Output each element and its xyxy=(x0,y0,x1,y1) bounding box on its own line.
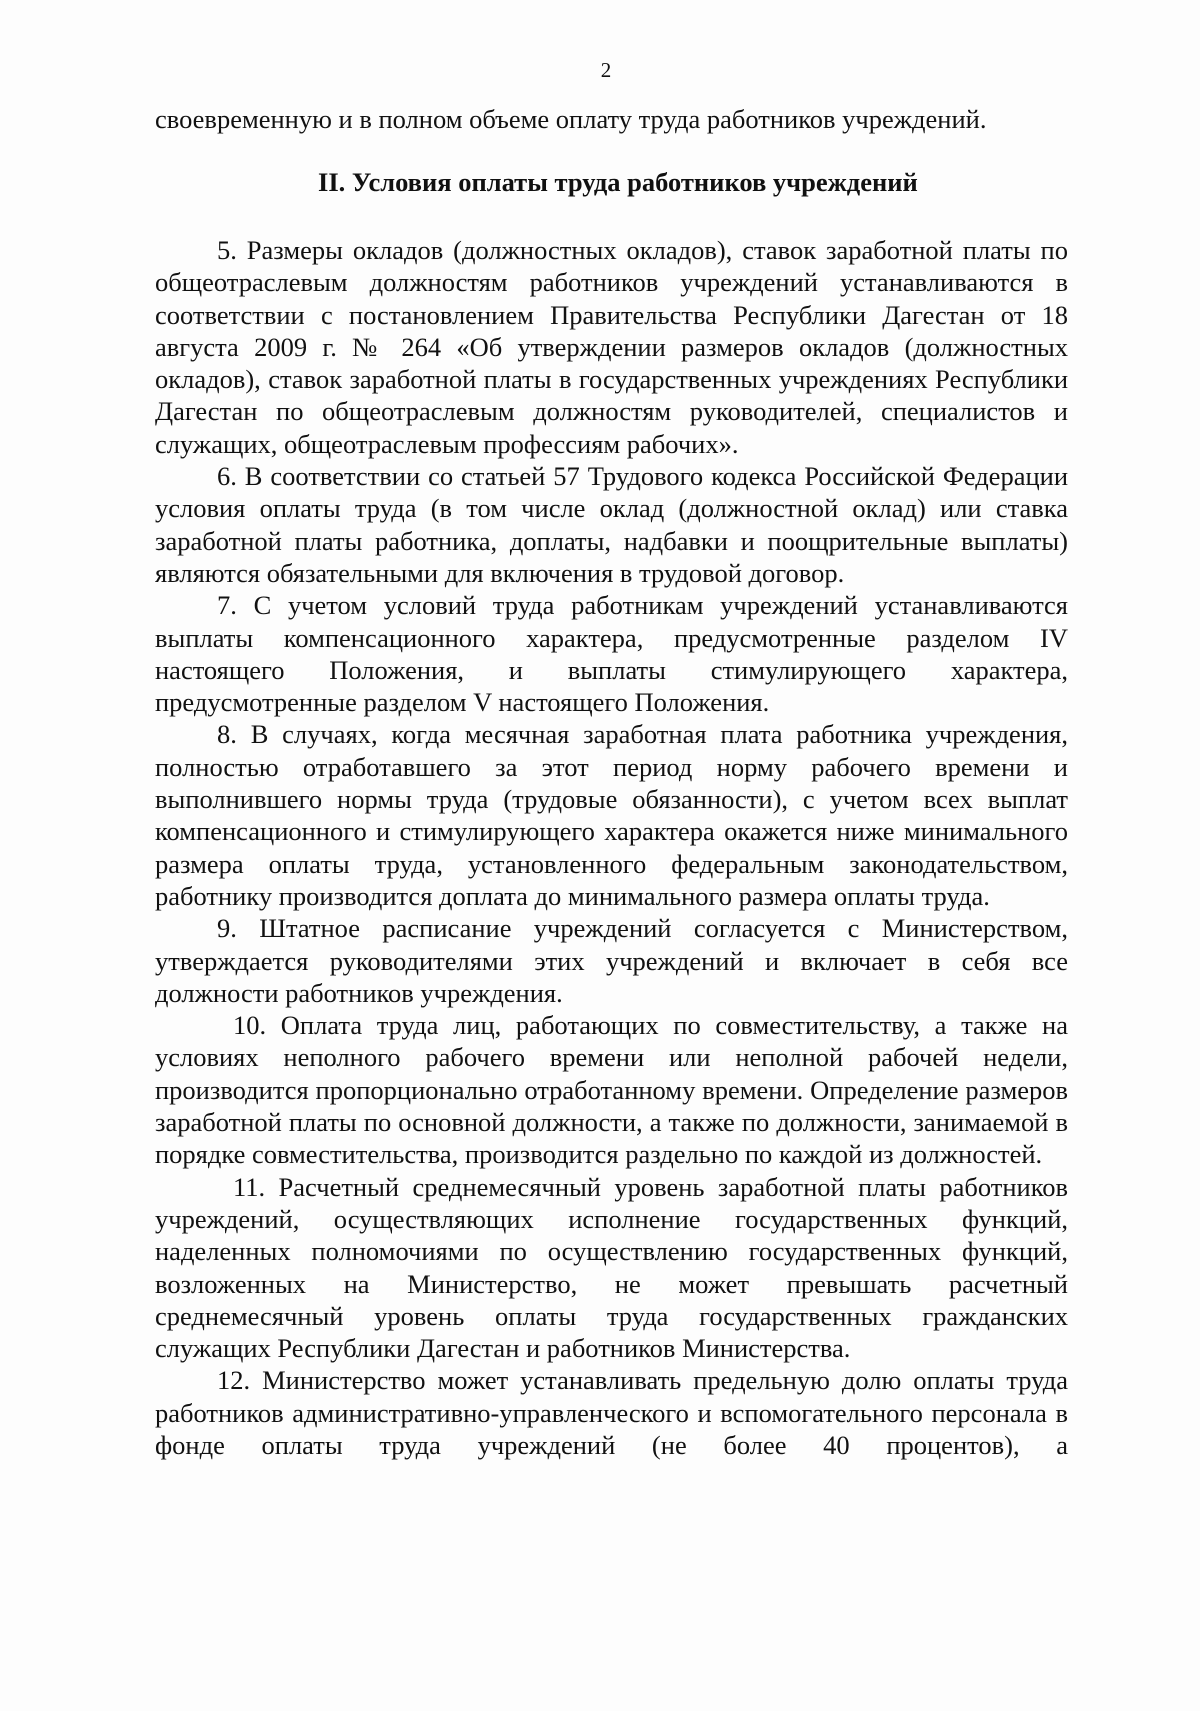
page-number: 2 xyxy=(600,58,612,82)
continued-text-line: своевременную и в полном объеме оплату труда работников учреждений. xyxy=(155,104,987,134)
paragraph-7: 7. С учетом условий труда работникам учреждений устанавливаются выплаты компенсационного характера, предусмотренные разделом IV настоящего Положения, и выплаты стимулирующего характера, предусмотренные разделом V настоящего Положения. xyxy=(155,590,1068,718)
paragraph-12: 12. Министерство может устанавливать предельную долю оплаты труда работников административно-управленческого и вспомогательного персонала в фонде оплаты труда учреждений (не более 40 процентов), а xyxy=(155,1365,1068,1460)
paragraph-11: 11. Расчетный среднемесячный уровень заработной платы работников учреждений, осуществляющих исполнение государственных функций, наделенных полномочиями по осуществлению государственных функций, возложенных на Министерство, не может превышать расчетный среднемесячный уровень оплаты труда государственных гражданских служащих Республики Дагестан и работников Министерства. xyxy=(155,1171,1068,1364)
paragraph-9: 9. Штатное расписание учреждений согласуется с Министерством, утверждается руководителями этих учреждений и включает в себя все должности работников учреждения. xyxy=(155,913,1068,1008)
section-body xyxy=(155,234,1068,1461)
section-heading: II. Условия оплаты труда работников учреждений xyxy=(318,167,918,197)
paragraph-6: 6. В соответствии со статьей 57 Трудового кодекса Российской Федерации условия оплаты труда (в том числе оклад (должностной оклад) или ставка заработной платы работника, доплаты, надбавки и поощрительные выплаты) являются обязательными для включения в трудовой договор. xyxy=(155,461,1068,588)
paragraph-5: 5. Размеры окладов (должностных окладов), ставок заработной платы по общеотраслевым должностям работников учреждений устанавливаются в соответствии с постановлением Правительства Республики Дагестан от 18 августа 2009 г. № 264 «Об утверждении размеров окладов (должностных окладов), ставок заработной платы в государственных учреждениях Республики Дагестан по общеотраслевым должностям руководителей, специалистов и служащих, общеотраслевым профессиям рабочих». xyxy=(155,235,1068,459)
paragraph-10: 10. Оплата труда лиц, работающих по совместительству, а также на условиях неполного рабочего времени или неполной рабочей недели, производится пропорционально отработанному времени. Определение размеров заработной платы по основной должности, а также по должности, занимаемой в порядке совместительства, производится раздельно по каждой из должностей. xyxy=(155,1010,1068,1170)
paragraph-8: 8. В случаях, когда месячная заработная плата работника учреждения, полностью отработавшего за этот период норму рабочего времени и выполнившего нормы труда (трудовые обязанности), с учетом всех выплат компенсационного и стимулирующего характера окажется ниже минимального размера оплаты труда, установленного федеральным законодательством, работнику производится доплата до минимального размера оплаты труда. xyxy=(155,719,1068,911)
